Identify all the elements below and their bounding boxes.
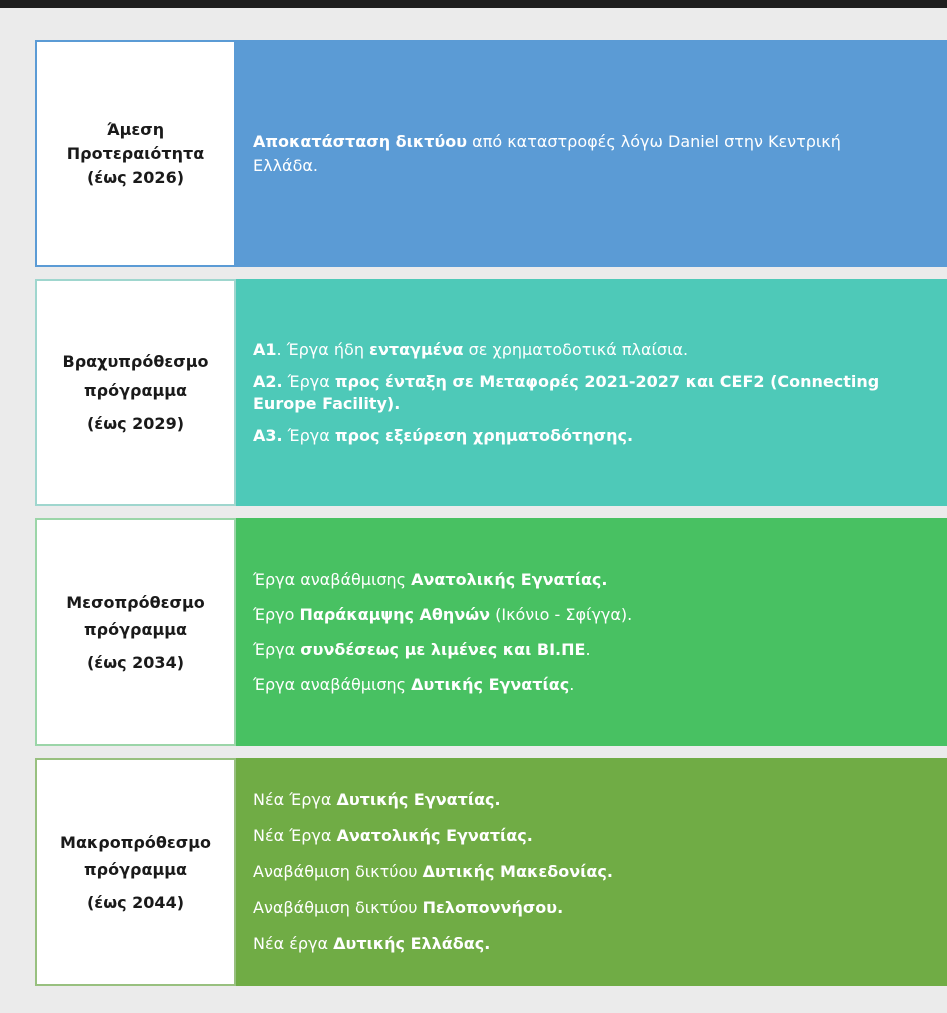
phase-subtitle: πρόγραμμα — [84, 619, 187, 639]
content-text: Έργο — [253, 605, 300, 624]
content-bold-text: Παράκαμψης Αθηνών — [299, 605, 491, 624]
content-item-a1 — [253, 339, 947, 361]
content-text: . — [585, 640, 591, 659]
content-item-a3 — [253, 425, 947, 447]
content-text: από καταστροφές λόγω Daniel στην Κεντρική — [467, 131, 841, 151]
content-text: Ελλάδα. — [253, 155, 319, 175]
content-line — [253, 339, 947, 361]
content-text: Νέα έργα — [253, 934, 334, 953]
content-text: Έργα — [253, 640, 301, 659]
phase-title: Βραχυπρόθεσμο — [62, 352, 209, 371]
phase-label-long-term — [35, 758, 236, 986]
content-bold-text: Δυτικής Ελλάδας. — [333, 934, 491, 953]
content-bold-text: προς εξεύρεση χρηματοδότησης. — [334, 425, 634, 445]
phase-period: (έως 2034) — [86, 652, 185, 672]
phase-subtitle: Προτεραιότητα — [66, 143, 205, 163]
content-line — [253, 371, 947, 393]
timeline-row-mid-term — [35, 518, 947, 746]
content-item-a2 — [253, 371, 947, 415]
content-bold-text: ενταγμένα — [369, 339, 464, 359]
content-text: (Ικόνιο - Σφίγγα). — [490, 605, 633, 624]
phase-label-short-term — [35, 279, 236, 506]
content-text: . — [569, 675, 575, 694]
phase-content-short-term — [236, 279, 947, 506]
content-text: Έργα — [282, 371, 335, 391]
content-bold-text: προς ένταξη σε Μεταφορές 2021-2027 και CEF2 (Connecting — [334, 371, 880, 391]
phase-period: (έως 2029) — [86, 414, 185, 433]
phase-label-mid-term — [35, 518, 236, 746]
content-line — [253, 667, 947, 702]
content-bold-text: Δυτικής Μακεδονίας. — [422, 862, 613, 881]
phase-title: Μακροπρόθεσμο — [60, 832, 211, 852]
content-bold-text: συνδέσεως με λιμένες και ΒΙ.ΠΕ — [300, 640, 586, 659]
content-line — [253, 425, 947, 447]
window-top-bar — [0, 0, 947, 8]
phase-label-immediate — [35, 40, 236, 267]
content-bold-text: Δυτικής Εγνατίας — [411, 675, 570, 694]
content-bold-text: Ανατολικής Εγνατίας. — [336, 826, 533, 845]
content-bold-text: Α3. — [253, 425, 283, 445]
content-text: σε χρηματοδοτικά πλαίσια. — [463, 339, 689, 359]
phase-content-mid-term — [236, 518, 947, 746]
content-text: Έργα — [282, 425, 335, 445]
phase-period: (έως 2044) — [86, 892, 185, 912]
phase-content-immediate — [236, 40, 947, 267]
content-line — [253, 130, 947, 154]
phase-title: Μεσοπρόθεσμο — [66, 592, 205, 612]
content-text: Έργα αναβάθμισης — [253, 675, 412, 694]
content-bold-text: Ανατολικής Εγνατίας. — [411, 570, 608, 589]
content-line — [253, 597, 947, 632]
phase-period: (έως 2026) — [86, 167, 185, 187]
content-line — [253, 890, 947, 926]
content-bold-text: Α1 — [253, 339, 277, 359]
content-bold-text: Αποκατάσταση δικτύου — [253, 131, 468, 151]
content-line — [253, 154, 947, 178]
phase-content-long-term — [236, 758, 947, 986]
phase-subtitle: πρόγραμμα — [84, 859, 187, 879]
phase-title: Άμεση — [106, 119, 165, 139]
content-text: Νέα Έργα — [253, 790, 337, 809]
content-bold-text: Europe Facility). — [253, 393, 401, 413]
timeline-row-short-term — [35, 279, 947, 506]
timeline-row-immediate — [35, 40, 947, 267]
content-text: . Έργα ήδη — [276, 339, 370, 359]
content-line — [253, 818, 947, 854]
content-line — [253, 393, 947, 415]
content-text: Νέα Έργα — [253, 826, 337, 845]
content-line — [253, 926, 947, 962]
timeline-row-long-term — [35, 758, 947, 986]
content-bold-text: Δυτικής Εγνατίας. — [336, 790, 501, 809]
content-bold-text: Α2. — [253, 371, 283, 391]
content-line — [253, 782, 947, 818]
content-text: Έργα αναβάθμισης — [253, 570, 412, 589]
content-line — [253, 562, 947, 597]
content-line — [253, 854, 947, 890]
content-text: Αναβάθμιση δικτύου — [253, 898, 423, 917]
content-line — [253, 632, 947, 667]
phase-subtitle: πρόγραμμα — [84, 381, 187, 400]
content-text: Αναβάθμιση δικτύου — [253, 862, 423, 881]
content-bold-text: Πελοποννήσου. — [422, 898, 564, 917]
